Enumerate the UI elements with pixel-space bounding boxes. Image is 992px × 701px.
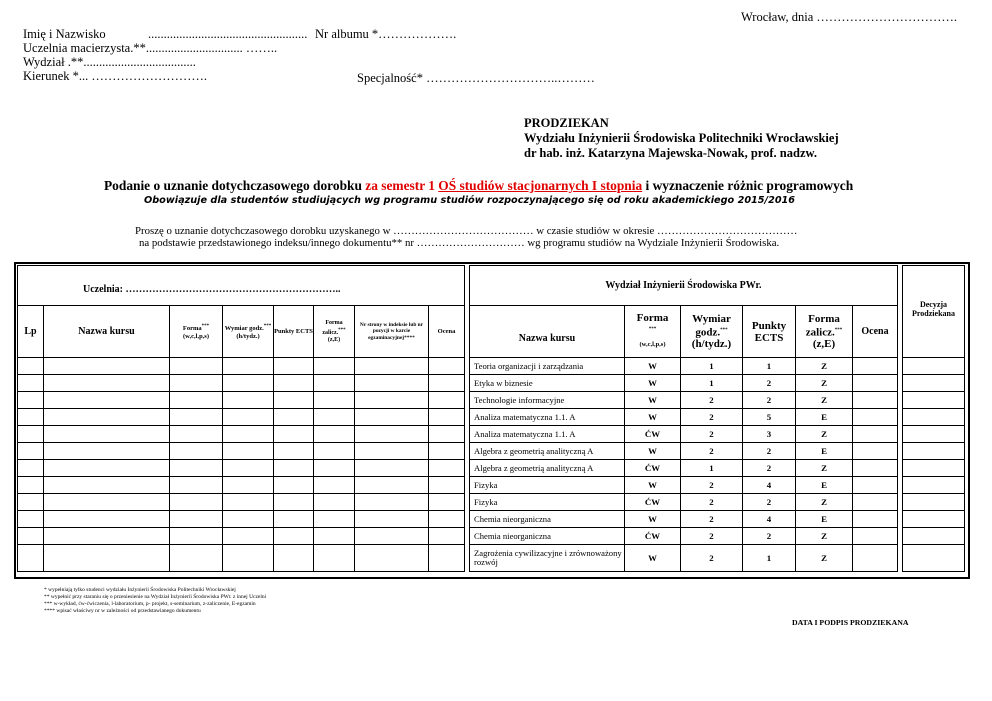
forma-left-cell[interactable] — [170, 460, 223, 477]
course-forma: W — [625, 443, 681, 460]
course-wymiar: 2 — [681, 426, 743, 443]
nr-strony-cell[interactable] — [355, 494, 429, 511]
col-ocena-left: Ocena — [429, 306, 465, 358]
course-ects: 5 — [743, 409, 796, 426]
forma-left-cell[interactable] — [170, 358, 223, 375]
ocena-left-cell[interactable] — [429, 545, 465, 572]
course-ects: 3 — [743, 426, 796, 443]
course-wymiar: 1 — [681, 460, 743, 477]
wymiar-left-cell[interactable] — [223, 477, 274, 494]
nr-strony-cell[interactable] — [355, 375, 429, 392]
zalicz-left-cell[interactable] — [314, 494, 355, 511]
zalicz-left-cell[interactable] — [314, 409, 355, 426]
request-line-1: Proszę o uznanie dotychczasowego dorobku uzyskanego w ………………………………… w czasie studiów w okresie ………………………………… — [135, 225, 798, 237]
wymiar-left-cell[interactable] — [223, 494, 274, 511]
ocena-left-cell[interactable] — [429, 528, 465, 545]
forma-left-cell[interactable] — [170, 545, 223, 572]
course-zalicz: Z — [796, 392, 853, 409]
course-ects: 2 — [743, 443, 796, 460]
title-part4: i wyznaczenie różnic programowych — [642, 178, 854, 193]
wydzial-header: Wydział Inżynierii Środowiska PWr. — [470, 266, 898, 306]
name-label: Imię i Nazwisko — [23, 27, 106, 41]
course-name: Zagrożenia cywilizacyjne i zrównoważony rozwój — [470, 545, 625, 572]
ocena-left-cell[interactable] — [429, 443, 465, 460]
ects-left-cell[interactable] — [274, 426, 314, 443]
course-ects: 2 — [743, 528, 796, 545]
nazwa-left-cell[interactable] — [44, 426, 170, 443]
course-forma: W — [625, 392, 681, 409]
nr-strony-cell[interactable] — [355, 528, 429, 545]
ocena-left-cell[interactable] — [429, 494, 465, 511]
lp-cell[interactable] — [18, 528, 44, 545]
decyzja-cell[interactable] — [903, 545, 965, 572]
signature-label: DATA I PODPIS PRODZIEKANA — [792, 618, 909, 627]
nr-strony-cell[interactable] — [355, 392, 429, 409]
decyzja-cell[interactable] — [903, 477, 965, 494]
course-ects: 2 — [743, 494, 796, 511]
lp-cell[interactable] — [18, 511, 44, 528]
course-ects: 4 — [743, 477, 796, 494]
course-wymiar: 2 — [681, 409, 743, 426]
ects-left-cell[interactable] — [274, 511, 314, 528]
forma-left-cell[interactable] — [170, 426, 223, 443]
table-row — [18, 511, 965, 528]
university-field: Uczelnia macierzysta.**............................... …….. — [23, 41, 278, 55]
decyzja-cell[interactable] — [903, 358, 965, 375]
ocena-left-cell[interactable] — [429, 392, 465, 409]
forma-left-cell[interactable] — [170, 477, 223, 494]
forma-left-cell[interactable] — [170, 443, 223, 460]
course-name: Etyka w biznesie — [470, 375, 625, 392]
table-row — [18, 528, 965, 545]
course-wymiar: 2 — [681, 511, 743, 528]
nr-strony-cell[interactable] — [355, 511, 429, 528]
wymiar-left-cell[interactable] — [223, 409, 274, 426]
col-zalicz-right: Forma zalicz.*** (z,E) — [796, 306, 853, 358]
course-zalicz: Z — [796, 545, 853, 572]
addressee-title: PRODZIEKAN — [524, 116, 609, 130]
zalicz-left-cell[interactable] — [314, 375, 355, 392]
ocena-left-cell[interactable] — [429, 511, 465, 528]
nr-strony-cell[interactable] — [355, 409, 429, 426]
course-ects: 2 — [743, 392, 796, 409]
course-ects: 4 — [743, 511, 796, 528]
ocena-left-cell[interactable] — [429, 409, 465, 426]
course-wymiar: 2 — [681, 545, 743, 572]
course-zalicz: E — [796, 409, 853, 426]
ocena-right-cell[interactable] — [853, 358, 898, 375]
col-ects-left: Punkty ECTS — [274, 306, 314, 358]
wymiar-left-cell[interactable] — [223, 426, 274, 443]
course-table — [17, 265, 965, 572]
course-wymiar: 2 — [681, 392, 743, 409]
uczelnia-header: Uczelnia: ……………………………………………………….. — [18, 266, 465, 306]
nazwa-left-cell[interactable] — [44, 528, 170, 545]
zalicz-left-cell[interactable] — [314, 443, 355, 460]
lp-cell[interactable] — [18, 443, 44, 460]
forma-left-cell[interactable] — [170, 392, 223, 409]
ects-left-cell[interactable] — [274, 494, 314, 511]
forma-left-cell[interactable] — [170, 528, 223, 545]
forma-left-cell[interactable] — [170, 511, 223, 528]
course-zalicz: Z — [796, 426, 853, 443]
lp-cell[interactable] — [18, 545, 44, 572]
ocena-right-cell[interactable] — [853, 409, 898, 426]
decyzja-cell[interactable] — [903, 375, 965, 392]
ects-left-cell[interactable] — [274, 477, 314, 494]
lp-cell[interactable] — [18, 392, 44, 409]
col-nr-strony: Nr strony w indeksie lub nr pozycji w karcie egzaminacyjnej**** — [355, 306, 429, 358]
ects-left-cell[interactable] — [274, 545, 314, 572]
nazwa-left-cell[interactable] — [44, 545, 170, 572]
course-forma: W — [625, 511, 681, 528]
course-wymiar: 1 — [681, 358, 743, 375]
ocena-right-cell[interactable] — [853, 375, 898, 392]
table-row — [18, 545, 965, 572]
decyzja-cell[interactable] — [903, 426, 965, 443]
decyzja-cell[interactable] — [903, 443, 965, 460]
ocena-right-cell[interactable] — [853, 511, 898, 528]
wymiar-left-cell[interactable] — [223, 392, 274, 409]
table-row — [18, 426, 965, 443]
course-forma: W — [625, 545, 681, 572]
wymiar-left-cell[interactable] — [223, 375, 274, 392]
course-name: Analiza matematyczna 1.1. A — [470, 409, 625, 426]
ocena-right-cell[interactable] — [853, 392, 898, 409]
zalicz-left-cell[interactable] — [314, 477, 355, 494]
course-zalicz: E — [796, 477, 853, 494]
ects-left-cell[interactable] — [274, 460, 314, 477]
lp-cell[interactable] — [18, 358, 44, 375]
table-row — [18, 409, 965, 426]
course-name: Chemia nieorganiczna — [470, 528, 625, 545]
nr-strony-cell[interactable] — [355, 426, 429, 443]
nazwa-left-cell[interactable] — [44, 494, 170, 511]
title-part1: Podanie o uznanie dotychczasowego dorobku — [104, 178, 366, 193]
col-ects-right: Punkty ECTS — [743, 306, 796, 358]
ocena-right-cell[interactable] — [853, 443, 898, 460]
col-nazwa-right: Nazwa kursu — [470, 306, 625, 358]
form-subtitle: Obowiązuje dla studentów studiujących wg programu studiów rozpoczynającego się od roku akademickiego 2015/2016 — [144, 195, 796, 206]
ects-left-cell[interactable] — [274, 409, 314, 426]
name-field: ................................................... — [148, 27, 308, 41]
course-wymiar: 2 — [681, 443, 743, 460]
course-name: Chemia nieorganiczna — [470, 511, 625, 528]
course-zalicz: E — [796, 511, 853, 528]
ocena-right-cell[interactable] — [853, 460, 898, 477]
course-ects: 2 — [743, 375, 796, 392]
lp-cell[interactable] — [18, 460, 44, 477]
ocena-left-cell[interactable] — [429, 358, 465, 375]
course-zalicz: Z — [796, 494, 853, 511]
nazwa-left-cell[interactable] — [44, 375, 170, 392]
col-ocena-right: Ocena — [853, 306, 898, 358]
decyzja-cell[interactable] — [903, 494, 965, 511]
course-zalicz: Z — [796, 460, 853, 477]
wymiar-left-cell[interactable] — [223, 545, 274, 572]
course-name: Teoria organizacji i zarządzania — [470, 358, 625, 375]
decyzja-cell[interactable] — [903, 528, 965, 545]
table-row — [18, 358, 965, 375]
course-wymiar: 2 — [681, 494, 743, 511]
ocena-right-cell[interactable] — [853, 494, 898, 511]
addressee-person: dr hab. inż. Katarzyna Majewska-Nowak, prof. nadzw. — [524, 146, 817, 160]
nr-strony-cell[interactable] — [355, 460, 429, 477]
ects-left-cell[interactable] — [274, 392, 314, 409]
table-row — [18, 443, 965, 460]
col-nazwa-left: Nazwa kursu — [44, 306, 170, 358]
faculty-field: Wydział .**.................................... — [23, 55, 196, 69]
course-forma: W — [625, 477, 681, 494]
col-forma-right: Forma *** (w,c,l,p,s) — [625, 306, 681, 358]
course-name: Algebra z geometrią analityczną A — [470, 460, 625, 477]
wymiar-left-cell[interactable] — [223, 443, 274, 460]
lp-cell[interactable] — [18, 426, 44, 443]
zalicz-left-cell[interactable] — [314, 511, 355, 528]
course-zalicz: Z — [796, 375, 853, 392]
nr-strony-cell[interactable] — [355, 443, 429, 460]
course-name: Fizyka — [470, 494, 625, 511]
course-zalicz: Z — [796, 528, 853, 545]
nazwa-left-cell[interactable] — [44, 443, 170, 460]
addressee-faculty: Wydziału Inżynierii Środowiska Politechniki Wrocławskiej — [524, 131, 839, 145]
decyzja-cell[interactable] — [903, 409, 965, 426]
ects-left-cell[interactable] — [274, 443, 314, 460]
nazwa-left-cell[interactable] — [44, 358, 170, 375]
lp-cell[interactable] — [18, 375, 44, 392]
forma-left-cell[interactable] — [170, 494, 223, 511]
course-name: Analiza matematyczna 1.1. A — [470, 426, 625, 443]
ocena-right-cell[interactable] — [853, 477, 898, 494]
course-name: Technologie informacyjne — [470, 392, 625, 409]
nazwa-left-cell[interactable] — [44, 460, 170, 477]
form-title — [104, 178, 853, 194]
title-semester: za semestr 1 — [365, 178, 439, 193]
ects-left-cell[interactable] — [274, 375, 314, 392]
table-row — [18, 494, 965, 511]
footnote-2: ** wypełnić przy staraniu się o przeniesienie na Wydział Inżynierii Środowiska PWr. z innej Uczelni — [44, 594, 267, 600]
course-wymiar: 2 — [681, 477, 743, 494]
ocena-left-cell[interactable] — [429, 375, 465, 392]
ects-left-cell[interactable] — [274, 358, 314, 375]
course-zalicz: Z — [796, 358, 853, 375]
decyzja-cell[interactable] — [903, 511, 965, 528]
wymiar-left-cell[interactable] — [223, 358, 274, 375]
ects-left-cell[interactable] — [274, 528, 314, 545]
nr-strony-cell[interactable] — [355, 477, 429, 494]
course-ects: 1 — [743, 545, 796, 572]
forma-left-cell[interactable] — [170, 409, 223, 426]
nazwa-left-cell[interactable] — [44, 511, 170, 528]
course-forma: W — [625, 358, 681, 375]
col-forma-left: Forma*** (w,c,l,p,s) — [170, 306, 223, 358]
course-ects: 1 — [743, 358, 796, 375]
specialty-field: Specjalność* …………………………..……… — [357, 71, 595, 85]
course-wymiar: 2 — [681, 528, 743, 545]
nazwa-left-cell[interactable] — [44, 477, 170, 494]
ocena-left-cell[interactable] — [429, 460, 465, 477]
col-wymiar-right: Wymiar godz.*** (h/tydz.) — [681, 306, 743, 358]
zalicz-left-cell[interactable] — [314, 358, 355, 375]
place-date: Wrocław, dnia ……………………………. — [741, 10, 958, 24]
course-forma: ĆW — [625, 460, 681, 477]
course-forma: ĆW — [625, 494, 681, 511]
col-lp: Lp — [18, 306, 44, 358]
lp-cell[interactable] — [18, 477, 44, 494]
zalicz-left-cell[interactable] — [314, 392, 355, 409]
zalicz-left-cell[interactable] — [314, 528, 355, 545]
course-forma: ĆW — [625, 426, 681, 443]
decyzja-cell[interactable] — [903, 460, 965, 477]
zalicz-left-cell[interactable] — [314, 426, 355, 443]
request-line-2: na podstawie przedstawionego indeksu/innego dokumentu** nr ………………………… wg programu studiów na Wydziale Inżynierii Środowiska. — [139, 237, 780, 249]
ocena-right-cell[interactable] — [853, 545, 898, 572]
ocena-right-cell[interactable] — [853, 426, 898, 443]
ocena-left-cell[interactable] — [429, 426, 465, 443]
course-ects: 2 — [743, 460, 796, 477]
course-wymiar: 1 — [681, 375, 743, 392]
ocena-left-cell[interactable] — [429, 477, 465, 494]
zalicz-left-cell[interactable] — [314, 545, 355, 572]
major-field: Kierunek *... ………………………. — [23, 69, 208, 83]
table-row — [18, 375, 965, 392]
nr-strony-cell[interactable] — [355, 358, 429, 375]
nr-strony-cell[interactable] — [355, 545, 429, 572]
wymiar-left-cell[interactable] — [223, 460, 274, 477]
footnote-4: **** wpisać właściwy nr w zależności od przedstawianego dokumentu — [44, 608, 201, 614]
col-wymiar-left: Wymiar godz.*** (h/tydz.) — [223, 306, 274, 358]
wymiar-left-cell[interactable] — [223, 511, 274, 528]
album-field: Nr albumu *………………. — [315, 27, 457, 41]
nazwa-left-cell[interactable] — [44, 409, 170, 426]
course-name: Fizyka — [470, 477, 625, 494]
title-studies: OŚ studiów stacjonarnych I stopnia — [438, 178, 643, 193]
ocena-right-cell[interactable] — [853, 528, 898, 545]
course-name: Algebra z geometrią analityczną A — [470, 443, 625, 460]
table-row — [18, 477, 965, 494]
forma-left-cell[interactable] — [170, 375, 223, 392]
lp-cell[interactable] — [18, 494, 44, 511]
nazwa-left-cell[interactable] — [44, 392, 170, 409]
table-row — [18, 460, 965, 477]
table-row — [18, 392, 965, 409]
footnote-1: * wypełniają tylko studenci wydziału Inżynierii Środowiska Politechniki Wrocławskiej — [44, 587, 236, 593]
col-zalicz-left: Forma zalicz.*** (z,E) — [314, 306, 355, 358]
course-forma: ĆW — [625, 528, 681, 545]
decyzja-header: Decyzja Prodziekana — [903, 266, 965, 358]
course-forma: W — [625, 409, 681, 426]
course-forma: W — [625, 375, 681, 392]
footnote-3: *** w-wykład, ćw-ćwiczenia, l-laboratorium, p- projekt, s-seminarium, z-zaliczenie, E-egzamin — [44, 601, 256, 607]
decyzja-cell[interactable] — [903, 392, 965, 409]
course-zalicz: E — [796, 443, 853, 460]
lp-cell[interactable] — [18, 409, 44, 426]
wymiar-left-cell[interactable] — [223, 528, 274, 545]
zalicz-left-cell[interactable] — [314, 460, 355, 477]
